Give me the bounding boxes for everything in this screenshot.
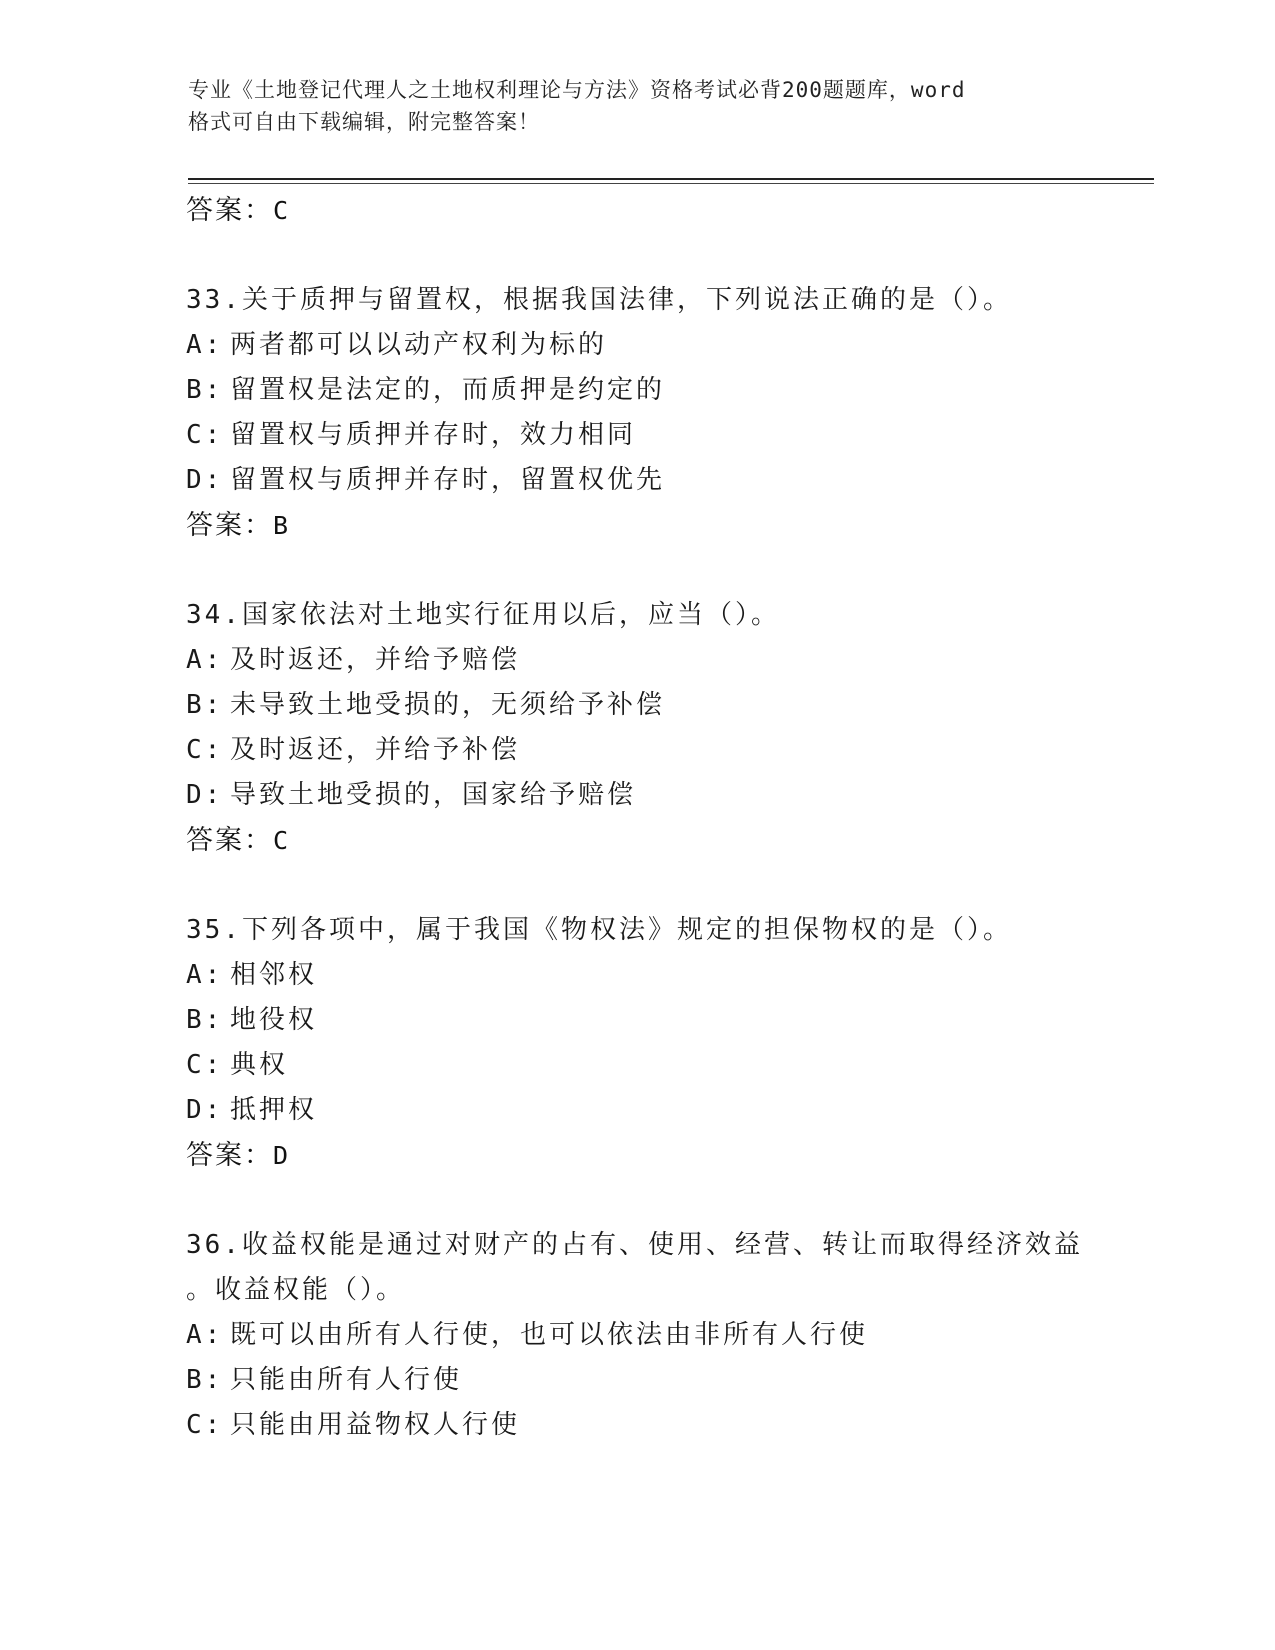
option-key: B:: [186, 690, 224, 720]
option-b: [186, 683, 1106, 728]
page-header: [188, 74, 1068, 138]
option-key: A:: [186, 645, 224, 675]
option-text: 只能由用益物权人行使: [230, 1410, 521, 1440]
option-a: [186, 953, 1106, 998]
question-block: [186, 593, 1106, 864]
option-text: 导致土地受损的，国家给予赔偿: [230, 780, 637, 810]
option-text: 留置权是法定的，而质押是约定的: [230, 375, 666, 405]
option-text: 留置权与质押并存时，效力相同: [230, 420, 637, 450]
header-divider-thin: [188, 183, 1154, 184]
header-line-2: 格式可自由下载编辑，附完整答案！: [188, 110, 540, 134]
option-text: 既可以由所有人行使，也可以依法由非所有人行使: [230, 1320, 869, 1350]
spacer: [186, 234, 1106, 278]
answer-label: 答案：: [186, 1140, 273, 1171]
option-c: [186, 1403, 1106, 1448]
option-text: 及时返还，并给予补偿: [230, 735, 521, 765]
option-c: [186, 728, 1106, 773]
question-stem: 33.关于质押与留置权，根据我国法律，下列说法正确的是（）。: [186, 285, 1012, 315]
answer-value: D: [273, 1141, 291, 1170]
option-a: [186, 1313, 1106, 1358]
option-a: [186, 638, 1106, 683]
question-stem-line-1: 36.收益权能是通过对财产的占有、使用、经营、转让而取得经济效益: [186, 1230, 1083, 1260]
question-block: [186, 278, 1106, 549]
option-text: 两者都可以以动产权利为标的: [230, 330, 608, 360]
answer-label: 答案：: [186, 825, 273, 856]
option-key: C:: [186, 735, 224, 765]
option-c: [186, 1043, 1106, 1088]
answer-line: [186, 188, 1106, 234]
spacer: [186, 549, 1106, 593]
option-key: B:: [186, 1005, 224, 1035]
option-key: B:: [186, 1365, 224, 1395]
option-text: 地役权: [230, 1005, 318, 1035]
answer-label: 答案：: [186, 510, 273, 541]
spacer: [186, 864, 1106, 908]
answer-value: C: [273, 826, 291, 855]
option-key: D:: [186, 1095, 224, 1125]
option-text: 只能由所有人行使: [230, 1365, 463, 1395]
option-b: [186, 998, 1106, 1043]
option-d: [186, 773, 1106, 818]
option-key: D:: [186, 465, 224, 495]
spacer: [186, 1179, 1106, 1223]
question-stem: 35.下列各项中，属于我国《物权法》规定的担保物权的是（）。: [186, 915, 1012, 945]
answer-value: B: [273, 511, 291, 540]
option-key: C:: [186, 1050, 224, 1080]
option-text: 未导致土地受损的，无须给予补偿: [230, 690, 666, 720]
option-key: C:: [186, 420, 224, 450]
option-b: [186, 1358, 1106, 1403]
question-stem: 34.国家依法对土地实行征用以后，应当（）。: [186, 600, 780, 630]
option-b: [186, 368, 1106, 413]
answer-value: C: [273, 196, 291, 225]
header-divider: [188, 178, 1154, 180]
option-c: [186, 413, 1106, 458]
option-key: A:: [186, 1320, 224, 1350]
option-key: A:: [186, 330, 224, 360]
answer-line: [186, 1133, 1106, 1179]
question-block: [186, 908, 1106, 1179]
option-text: 及时返还，并给予赔偿: [230, 645, 521, 675]
option-text: 典权: [230, 1050, 289, 1080]
option-key: D:: [186, 780, 224, 810]
option-text: 抵押权: [230, 1095, 318, 1125]
option-text: 相邻权: [230, 960, 318, 990]
answer-line: [186, 503, 1106, 549]
option-d: [186, 1088, 1106, 1133]
answer-line: [186, 818, 1106, 864]
option-text: 留置权与质押并存时，留置权优先: [230, 465, 666, 495]
question-stem-line-2: 。收益权能（）。: [186, 1275, 406, 1305]
option-a: [186, 323, 1106, 368]
option-key: C:: [186, 1410, 224, 1440]
question-block: [186, 1223, 1106, 1448]
option-key: B:: [186, 375, 224, 405]
option-d: [186, 458, 1106, 503]
header-line-1: 专业《土地登记代理人之土地权利理论与方法》资格考试必背200题题库，word: [188, 78, 966, 102]
option-key: A:: [186, 960, 224, 990]
question-list: [186, 188, 1106, 1448]
answer-label: 答案：: [186, 195, 273, 226]
